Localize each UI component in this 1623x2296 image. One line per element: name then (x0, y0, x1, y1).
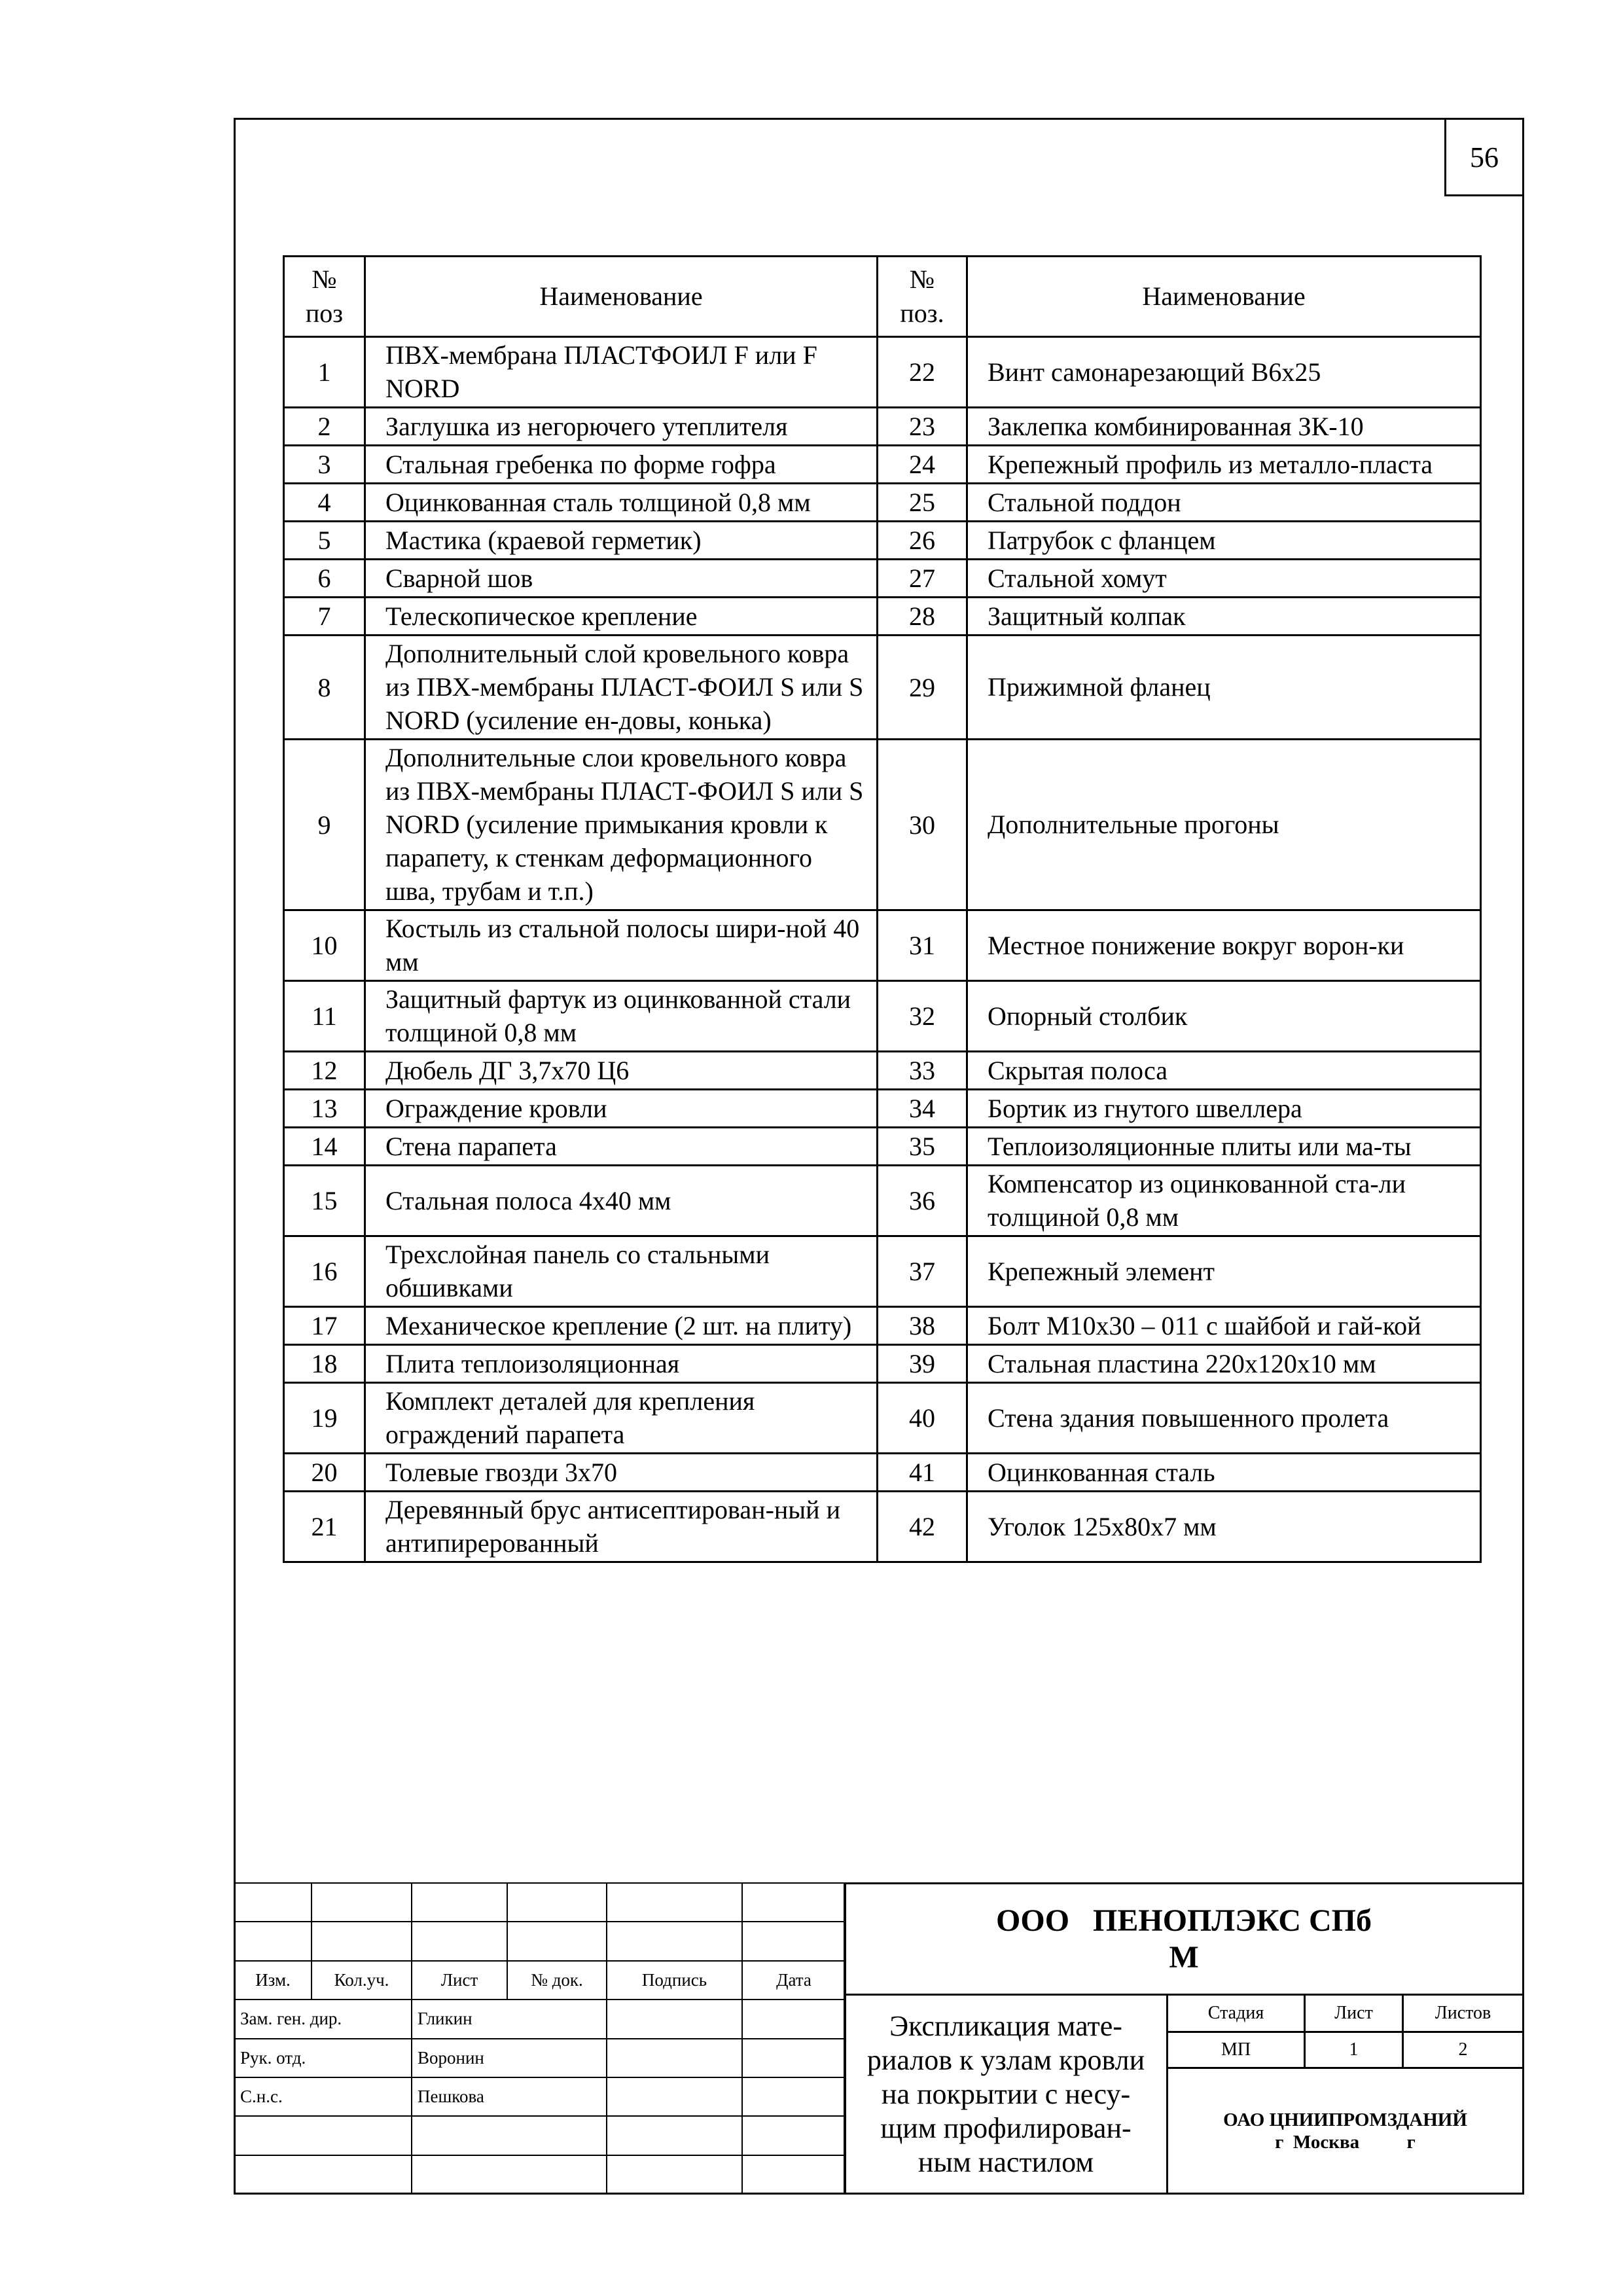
item-number-left: 1 (284, 337, 365, 408)
person-role: С.н.с. (234, 2077, 412, 2116)
header-name-right: Наименование (967, 257, 1481, 337)
item-name-right: Крепежный элемент (967, 1236, 1481, 1307)
col-date: Дата (742, 1961, 846, 2000)
item-name-left: Стальная гребенка по форме гофра (365, 446, 878, 484)
item-name-left: ПВХ-мембрана ПЛАСТФОИЛ F или F NORD (365, 337, 878, 408)
table-row (284, 560, 1481, 598)
item-number-right: 23 (878, 408, 967, 446)
col-list: Лист (412, 1961, 507, 2000)
table-header-row (284, 257, 1481, 337)
item-number-left: 13 (284, 1090, 365, 1128)
table-row (284, 636, 1481, 740)
item-name-right: Стена здания повышенного пролета (967, 1383, 1481, 1454)
header-name-left: Наименование (365, 257, 878, 337)
item-name-right: Стальной поддон (967, 484, 1481, 522)
table-row (284, 910, 1481, 981)
item-name-right: Скрытая полоса (967, 1052, 1481, 1090)
item-name-left: Сварной шов (365, 560, 878, 598)
item-number-left: 10 (284, 910, 365, 981)
item-number-right: 27 (878, 560, 967, 598)
col-kol-uch: Кол.уч. (312, 1961, 412, 2000)
page-number: 56 (1444, 118, 1524, 196)
revision-header-row (234, 1961, 846, 2000)
item-name-left: Дюбель ДГ 3,7х70 Ц6 (365, 1052, 878, 1090)
table-row (284, 1492, 1481, 1562)
item-name-left: Дополнительный слой кровельного ковра из ПВХ-мембраны ПЛАСТ-ФОИЛ S или S NORD (усиление ен-довы, конька) (365, 636, 878, 740)
person-name: Воронин (412, 2039, 607, 2077)
item-number-left: 18 (284, 1345, 365, 1383)
item-number-right: 39 (878, 1345, 967, 1383)
document-title: Экспликация мате-риалов к узлам кровли на покрытии с несу-щим профилирован-ным настилом (866, 2009, 1145, 2178)
item-name-left: Деревянный брус антисептирован-ный и антипирерованный (365, 1492, 878, 1562)
item-number-right: 30 (878, 740, 967, 910)
item-name-right: Оцинкованная сталь (967, 1454, 1481, 1492)
sheet-label: Лист (1304, 1994, 1404, 2033)
item-name-right: Дополнительные прогоны (967, 740, 1481, 910)
item-number-left: 15 (284, 1166, 365, 1236)
stage-label: Стадия (1166, 1994, 1306, 2033)
item-number-left: 12 (284, 1052, 365, 1090)
item-number-left: 9 (284, 740, 365, 910)
item-name-left: Дополнительные слои кровельного ковра из ПВХ-мембраны ПЛАСТ-ФОИЛ S или S NORD (усиление примыкания кровли к парапету, к стенкам деформационного шва, трубам и т.п.) (365, 740, 878, 910)
item-number-right: 35 (878, 1128, 967, 1166)
item-number-left: 14 (284, 1128, 365, 1166)
item-number-right: 33 (878, 1052, 967, 1090)
item-number-left: 3 (284, 446, 365, 484)
item-number-left: 8 (284, 636, 365, 740)
person-row (234, 2000, 846, 2038)
sheet-value: 1 (1304, 2031, 1404, 2069)
header-num-right: № поз. (878, 257, 967, 337)
item-number-left: 16 (284, 1236, 365, 1307)
item-number-right: 25 (878, 484, 967, 522)
table-row (284, 1128, 1481, 1166)
doc-title-cell (844, 1994, 1168, 2195)
col-doc-no: № док. (507, 1961, 607, 2000)
item-number-left: 19 (284, 1383, 365, 1454)
item-number-right: 40 (878, 1383, 967, 1454)
item-number-left: 5 (284, 522, 365, 560)
item-number-left: 2 (284, 408, 365, 446)
person-role: Зам. ген. дир. (234, 2000, 412, 2038)
item-name-left: Оцинкованная сталь толщиной 0,8 мм (365, 484, 878, 522)
header-num-left: № поз (284, 257, 365, 337)
item-name-left: Стальная полоса 4х40 мм (365, 1166, 878, 1236)
item-name-right: Местное понижение вокруг ворон-ки (967, 910, 1481, 981)
item-name-right: Уголок 125х80х7 мм (967, 1492, 1481, 1562)
person-name: Гликин (412, 2000, 607, 2038)
stage-value: МП (1166, 2031, 1306, 2069)
item-number-left: 7 (284, 598, 365, 636)
item-name-left: Защитный фартук из оцинкованной стали толщиной 0,8 мм (365, 981, 878, 1052)
org-name: ОАО ЦНИИПРОМЗДАНИЙ (1223, 2109, 1467, 2130)
item-name-right: Теплоизоляционные плиты или ма-ты (967, 1128, 1481, 1166)
item-name-right: Компенсатор из оцинкованной ста-ли толщиной 0,8 мм (967, 1166, 1481, 1236)
item-name-right: Заклепка комбинированная ЗК-10 (967, 408, 1481, 446)
table-row (284, 1166, 1481, 1236)
item-name-left: Комплект деталей для крепления ограждений парапета (365, 1383, 878, 1454)
materials-table (283, 255, 1482, 1563)
item-number-right: 31 (878, 910, 967, 981)
person-name: Пешкова (412, 2077, 607, 2116)
item-name-left: Механическое крепление (2 шт. на плиту) (365, 1307, 878, 1345)
table-row (284, 408, 1481, 446)
item-number-left: 17 (284, 1307, 365, 1345)
person-row (234, 2039, 846, 2077)
company-cell (844, 1882, 1524, 1996)
item-number-right: 32 (878, 981, 967, 1052)
item-number-left: 4 (284, 484, 365, 522)
col-signature: Подпись (607, 1961, 742, 2000)
item-name-left: Мастика (краевой герметик) (365, 522, 878, 560)
item-name-left: Костыль из стальной полосы шири-ной 40 мм (365, 910, 878, 981)
person-role: Рук. отд. (234, 2039, 412, 2077)
item-name-right: Защитный колпак (967, 598, 1481, 636)
company-name: ООО ПЕНОПЛЭКС СПб (996, 1903, 1372, 1938)
item-number-right: 29 (878, 636, 967, 740)
table-row (284, 1307, 1481, 1345)
title-block (234, 1882, 1524, 2195)
item-name-left: Плита теплоизоляционная (365, 1345, 878, 1383)
table-row (284, 337, 1481, 408)
item-number-left: 11 (284, 981, 365, 1052)
item-number-right: 22 (878, 337, 967, 408)
table-row (284, 1383, 1481, 1454)
sheets-label: Листов (1402, 1994, 1524, 2033)
table-row (284, 1090, 1481, 1128)
table-row (284, 1454, 1481, 1492)
org-cell (1166, 2067, 1524, 2195)
item-name-right: Патрубок с фланцем (967, 522, 1481, 560)
table-row (284, 1345, 1481, 1383)
item-number-right: 42 (878, 1492, 967, 1562)
company-name-cont: М (1169, 1939, 1199, 1975)
table-row (284, 598, 1481, 636)
item-name-right: Крепежный профиль из металло-пласта (967, 446, 1481, 484)
item-number-right: 28 (878, 598, 967, 636)
item-name-right: Прижимной фланец (967, 636, 1481, 740)
table-row (284, 484, 1481, 522)
item-number-left: 20 (284, 1454, 365, 1492)
item-name-left: Трехслойная панель со стальными обшивками (365, 1236, 878, 1307)
table-row (284, 1052, 1481, 1090)
table-row (284, 522, 1481, 560)
sheets-value: 2 (1402, 2031, 1524, 2069)
item-name-left: Стена парапета (365, 1128, 878, 1166)
revision-grid (234, 1882, 846, 2195)
table-row (284, 1236, 1481, 1307)
table-row (284, 446, 1481, 484)
item-name-right: Болт М10х30 – 011 с шайбой и гай-кой (967, 1307, 1481, 1345)
item-number-right: 24 (878, 446, 967, 484)
item-number-right: 41 (878, 1454, 967, 1492)
table-row (284, 740, 1481, 910)
item-name-right: Опорный столбик (967, 981, 1481, 1052)
item-number-right: 38 (878, 1307, 967, 1345)
item-name-left: Телескопическое крепление (365, 598, 878, 636)
item-number-right: 37 (878, 1236, 967, 1307)
item-name-left: Толевые гвозди 3х70 (365, 1454, 878, 1492)
table-row (284, 981, 1481, 1052)
item-number-right: 26 (878, 522, 967, 560)
item-name-left: Заглушка из негорючего утеплителя (365, 408, 878, 446)
item-number-left: 21 (284, 1492, 365, 1562)
org-city: г Москва г (1275, 2131, 1416, 2153)
col-izm: Изм. (234, 1961, 312, 2000)
item-name-right: Стальной хомут (967, 560, 1481, 598)
item-number-right: 34 (878, 1090, 967, 1128)
item-number-left: 6 (284, 560, 365, 598)
item-number-right: 36 (878, 1166, 967, 1236)
item-name-right: Стальная пластина 220х120х10 мм (967, 1345, 1481, 1383)
item-name-left: Ограждение кровли (365, 1090, 878, 1128)
item-name-right: Бортик из гнутого швеллера (967, 1090, 1481, 1128)
person-row (234, 2077, 846, 2116)
item-name-right: Винт самонарезающий В6х25 (967, 337, 1481, 408)
